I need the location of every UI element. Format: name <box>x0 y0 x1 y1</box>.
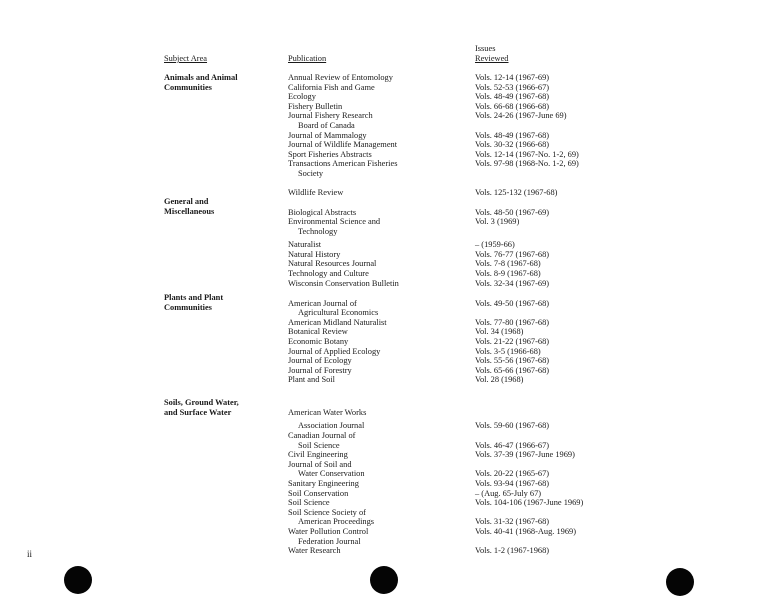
publication-name: Wisconsin Conservation Bulletin <box>288 278 399 288</box>
issues-reviewed: Vols. 48-50 (1967-69) <box>475 207 550 217</box>
issues-reviewed: – (1959-66) <box>475 240 515 250</box>
issues-reviewed: Vols. 24-26 (1967-June 69) <box>475 111 567 121</box>
table-row <box>0 460 779 470</box>
table-row <box>0 227 779 237</box>
publication-name: Technology and Culture <box>288 268 369 278</box>
publication-name: Soil Science Society of <box>288 507 366 517</box>
subject-area-label: Animals and Animal Communities <box>164 73 238 92</box>
issues-reviewed: Vols. 59-60 (1967-68) <box>475 421 550 431</box>
table-row <box>0 546 779 556</box>
issues-reviewed: Vols. 48-49 (1967-68) <box>475 92 550 102</box>
publication-name: Journal of Mammalogy <box>288 130 367 140</box>
publication-name: Journal of Applied Ecology <box>288 346 381 356</box>
column-header-publication: Publication <box>288 54 327 63</box>
table-row <box>0 140 779 150</box>
publication-name: Journal Fishery Research <box>288 111 373 121</box>
publication-name: Natural Resources Journal <box>288 259 377 269</box>
issues-reviewed: Vols. 104-106 (1967-June 1969) <box>475 498 584 508</box>
publication-name: Environmental Science and <box>288 217 381 227</box>
column-header-issues: Issues <box>475 44 496 53</box>
issues-reviewed: Vol. 34 (1968) <box>475 327 524 337</box>
table-row <box>0 217 779 227</box>
issues-reviewed: Vols. 40-41 (1968-Aug. 1969) <box>475 527 577 537</box>
issues-reviewed: Vols. 30-32 (1966-68) <box>475 140 550 150</box>
table-row <box>0 489 779 499</box>
issues-reviewed: Vols. 55-56 (1967-68) <box>475 356 550 366</box>
issues-reviewed: – (Aug. 65-July 67) <box>475 488 542 498</box>
table-row <box>0 131 779 141</box>
table-row <box>0 240 779 250</box>
issues-reviewed: Vols. 49-50 (1967-68) <box>475 298 550 308</box>
publication-name: Water Conservation <box>298 469 365 479</box>
subject-area-label: Soils, Ground Water, and Surface Water <box>164 398 239 417</box>
publication-name: Ecology <box>288 92 316 102</box>
publication-name: Natural History <box>288 249 341 259</box>
publication-name: Fishery Bulletin <box>288 101 343 111</box>
table-row <box>0 318 779 328</box>
issues-reviewed: Vols. 32-34 (1967-69) <box>475 278 550 288</box>
table-row <box>0 421 779 431</box>
publication-name: Sport Fisheries Abstracts <box>288 149 372 159</box>
table-row <box>0 159 779 169</box>
table-row <box>0 479 779 489</box>
issues-reviewed: Vols. 76-77 (1967-68) <box>475 249 550 259</box>
publication-name: Botanical Review <box>288 327 348 337</box>
issues-reviewed: Vols. 8-9 (1967-68) <box>475 268 541 278</box>
table-row <box>0 150 779 160</box>
table-row <box>0 308 779 318</box>
publication-name: Journal of Forestry <box>288 365 352 375</box>
issues-reviewed: Vol. 28 (1968) <box>475 375 524 385</box>
table-row <box>0 169 779 179</box>
table-row <box>0 188 779 198</box>
table-row <box>0 498 779 508</box>
binder-hole-left <box>64 566 92 594</box>
issues-reviewed: Vols. 125-132 (1967-68) <box>475 188 558 198</box>
issues-reviewed: Vols. 65-66 (1967-68) <box>475 365 550 375</box>
publication-name: Journal of Soil and <box>288 459 352 469</box>
binder-hole-center <box>370 566 398 594</box>
table-row <box>0 279 779 289</box>
publication-name: Water Pollution Control <box>288 527 369 537</box>
publication-name: Soil Science <box>298 440 340 450</box>
publication-name: American Journal of <box>288 298 357 308</box>
subject-area-label: Plants and Plant Communities <box>164 293 224 312</box>
publication-name: Society <box>298 169 324 178</box>
issues-reviewed: Vols. 20-22 (1965-67) <box>475 469 550 479</box>
publication-name: California Fish and Game <box>288 82 375 92</box>
publication-name: Association Journal <box>298 421 365 431</box>
issues-reviewed: Vols. 37-39 (1967-June 1969) <box>475 450 575 460</box>
issues-reviewed: Vols. 1-2 (1967-1968) <box>475 546 550 556</box>
table-row <box>0 259 779 269</box>
table-row <box>0 208 779 218</box>
publication-name: Water Research <box>288 546 341 556</box>
table-row <box>0 111 779 121</box>
publication-name: Technology <box>298 226 338 236</box>
table-row <box>0 431 779 441</box>
table-row <box>0 441 779 451</box>
binder-hole-right <box>666 568 694 596</box>
table-row <box>0 366 779 376</box>
table-row <box>0 517 779 527</box>
publication-name: Federation Journal <box>298 536 361 546</box>
publication-name: Annual Review of Entomology <box>288 73 393 82</box>
table-row <box>0 527 779 537</box>
table-row <box>0 102 779 112</box>
table-row <box>0 299 779 309</box>
table-row <box>0 356 779 366</box>
table-row <box>0 327 779 337</box>
publication-name: Plant and Soil <box>288 375 335 385</box>
issues-reviewed: Vol. 3 (1969) <box>475 217 520 227</box>
issues-reviewed: Vols. 93-94 (1967-68) <box>475 479 550 489</box>
issues-reviewed: Vols. 66-68 (1966-68) <box>475 101 550 111</box>
publication-name: American Proceedings <box>298 517 375 527</box>
table-row <box>0 537 779 547</box>
publication-name: Canadian Journal of <box>288 431 356 441</box>
publication-name: Transactions American Fisheries <box>288 159 398 169</box>
table-row <box>0 83 779 93</box>
table-row <box>0 375 779 385</box>
table-row <box>0 347 779 357</box>
publication-name: American Water Works <box>288 408 367 417</box>
table-row <box>0 92 779 102</box>
publication-name: Soil Conservation <box>288 488 349 498</box>
publication-name: Journal of Wildlife Management <box>288 140 398 150</box>
issues-reviewed: Vols. 97-98 (1968-No. 1-2, 69) <box>475 159 579 169</box>
issues-reviewed: Vols. 21-22 (1967-68) <box>475 337 550 346</box>
table-row <box>0 508 779 518</box>
publication-name: Naturalist <box>288 240 322 250</box>
issues-reviewed: Vols. 3-5 (1966-68) <box>475 346 541 356</box>
table-row <box>0 269 779 279</box>
publication-name: Soil Science <box>288 498 330 508</box>
publication-name: Sanitary Engineering <box>288 479 359 489</box>
column-header-subject-area: Subject Area <box>164 54 208 63</box>
publication-name: American Midland Naturalist <box>288 317 387 327</box>
publication-name: Civil Engineering <box>288 450 348 460</box>
issues-reviewed: Vols. 52-53 (1966-67) <box>475 82 550 92</box>
column-header-reviewed: Reviewed <box>475 54 509 63</box>
table-row <box>0 73 779 83</box>
table-row <box>0 469 779 479</box>
table-row <box>0 337 779 347</box>
issues-reviewed: Vols. 77-80 (1967-68) <box>475 317 550 327</box>
issues-reviewed: Vols. 46-47 (1966-67) <box>475 440 550 450</box>
publication-name: Biological Abstracts <box>288 207 357 217</box>
publication-name: Economic Botany <box>288 337 349 346</box>
publication-name: Journal of Ecology <box>288 356 352 366</box>
issues-reviewed: Vols. 12-14 (1967-69) <box>475 73 550 82</box>
issues-reviewed: Vols. 12-14 (1967-No. 1-2, 69) <box>475 149 579 159</box>
page-number: ii <box>27 549 33 559</box>
issues-reviewed: Vols. 31-32 (1967-68) <box>475 517 550 527</box>
issues-reviewed: Vols. 7-8 (1967-68) <box>475 259 541 269</box>
publication-name: Agricultural Economics <box>298 308 379 318</box>
issues-reviewed: Vols. 48-49 (1967-68) <box>475 130 550 140</box>
publication-name: Wildlife Review <box>288 188 344 198</box>
table-row <box>0 408 779 418</box>
subject-area-label: General and Miscellaneous <box>164 197 215 216</box>
table-row <box>0 121 779 131</box>
table-row <box>0 250 779 260</box>
table-row <box>0 450 779 460</box>
publication-name: Board of Canada <box>298 121 355 130</box>
